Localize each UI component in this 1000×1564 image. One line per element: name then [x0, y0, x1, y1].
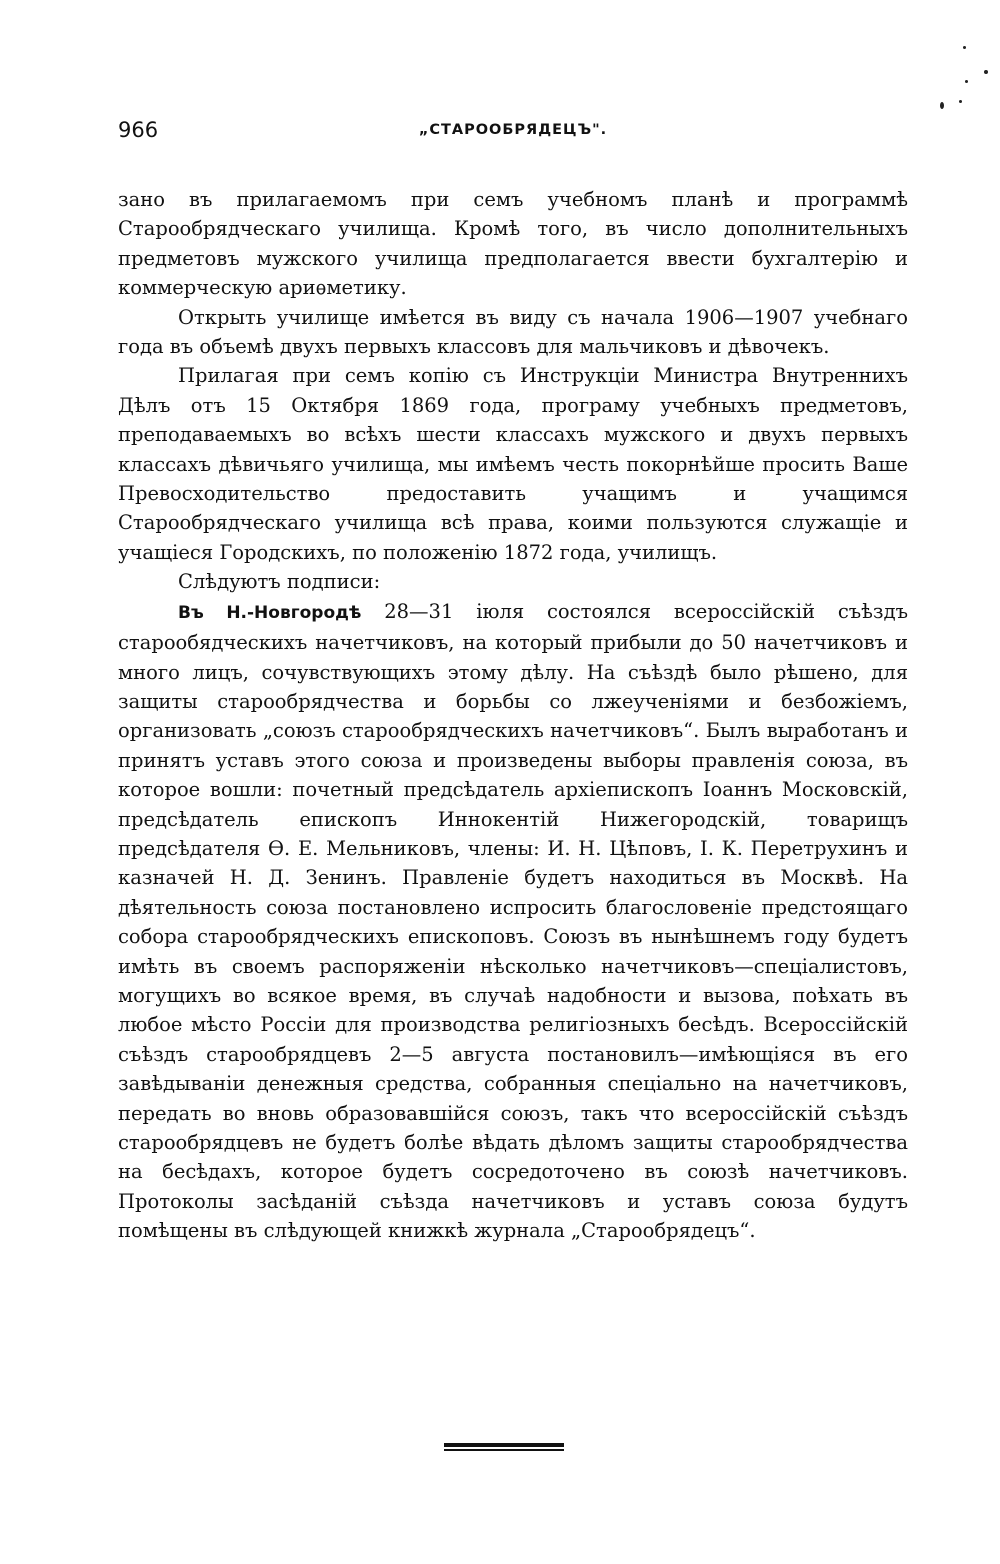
place-lead: Въ Н.-Новгородѣ — [178, 602, 362, 623]
scan-specks — [950, 40, 990, 120]
paragraph-opening: Открыть училище имѣется въ виду съ начала 1906—1907 учебнаго года въ объемѣ двухъ первыхъ классовъ для мальчиковъ и дѣвочекъ. — [118, 305, 908, 359]
page-number: 966 — [118, 118, 159, 142]
page-header — [118, 118, 908, 148]
paragraph-congress-text: 28—31 іюля состоялся всероссійскій съѣздъ старообядческихъ начетчиковъ, на который прибыли до 50 начетчиковъ и много лицъ, сочувствующихъ этому дѣлу. На съѣздѣ было рѣшено, для защиты старообрядчества и борьбы со лжеученіями и безбожіемъ, организовать „союзъ старообрядческихъ начетчиковъ“. Былъ выработанъ и принятъ уставъ этого союза и произведены выборы правленія союза, въ которое вошли: почетный предсѣдатель архіепископъ Іоаннъ Московскій, предсѣдатель епископъ Иннокентій Нижегородскій, товарищъ предсѣдателя Ѳ. Е. Мельниковъ, члены: И. Н. Цѣповъ, І. К. Перетрухинъ и казначей Н. Д. Зенинъ. Правленіе будетъ находиться въ Москвѣ. На дѣятельность союза постановлено испросить благословеніе предстоящаго собора старообрядческихъ епископовъ. Союзъ въ нынѣшнемъ году будетъ имѣть въ своемъ распоряженіи нѣсколько начетчиковъ—спеціалистовъ, могущихъ во всякое время, въ случаѣ надобности и вызова, поѣхать въ любое мѣсто Россіи для производства религіозныхъ бесѣдъ. Всероссійскій съѣздъ старообрядцевъ 2—5 августа постановилъ—имѣющіяся въ его завѣдываніи денежныя средства, собранныя спеціально на начетчиковъ, передать во вновь образовавшійся союзъ, такъ что всероссійскій съѣздъ старообрядцевъ не будетъ болѣе вѣдать дѣломъ защиты старообрядчества на бесѣдахъ, которое будетъ сосредоточено въ союзѣ начетчиковъ. Протоколы засѣданій съѣзда начетчиковъ и уставъ союза будутъ помѣщены въ слѣдующей книжкѣ журнала „Старообрядецъ“. — [118, 599, 908, 1243]
paragraph-congress — [118, 597, 908, 1246]
paragraph-signatures: Слѣдуютъ подписи: — [178, 570, 381, 594]
paragraph-petition: Прилагая при семъ копію съ Инструкціи Министра Внутреннихъ Дѣлъ отъ 15 Октября 1869 года, програму учебныхъ предметовъ, преподаваемыхъ во всѣхъ шести классахъ мужского и двухъ первыхъ классахъ дѣвичьяго училища, мы имѣемъ честь покорнѣйше просить Ваше Превосходительство предоставить учащимъ и учащимся Старообрядческаго училища всѣ права, коими пользуются служащіе и учащіеся Городскихъ, по положенію 1872 года, училищъ. — [118, 364, 908, 564]
end-rule-divider — [444, 1443, 564, 1451]
body-text — [118, 185, 908, 1246]
running-title: „СТАРООБРЯДЕЦЪ". — [418, 122, 608, 138]
paragraph-curriculum: зано въ прилагаемомъ при семъ учебномъ планѣ и программѣ Старообрядческаго училища. Кромѣ того, въ число дополнительныхъ предметовъ мужского училища предполагается ввести бухгалтерію и коммерческую ариѳметику. — [118, 188, 908, 300]
